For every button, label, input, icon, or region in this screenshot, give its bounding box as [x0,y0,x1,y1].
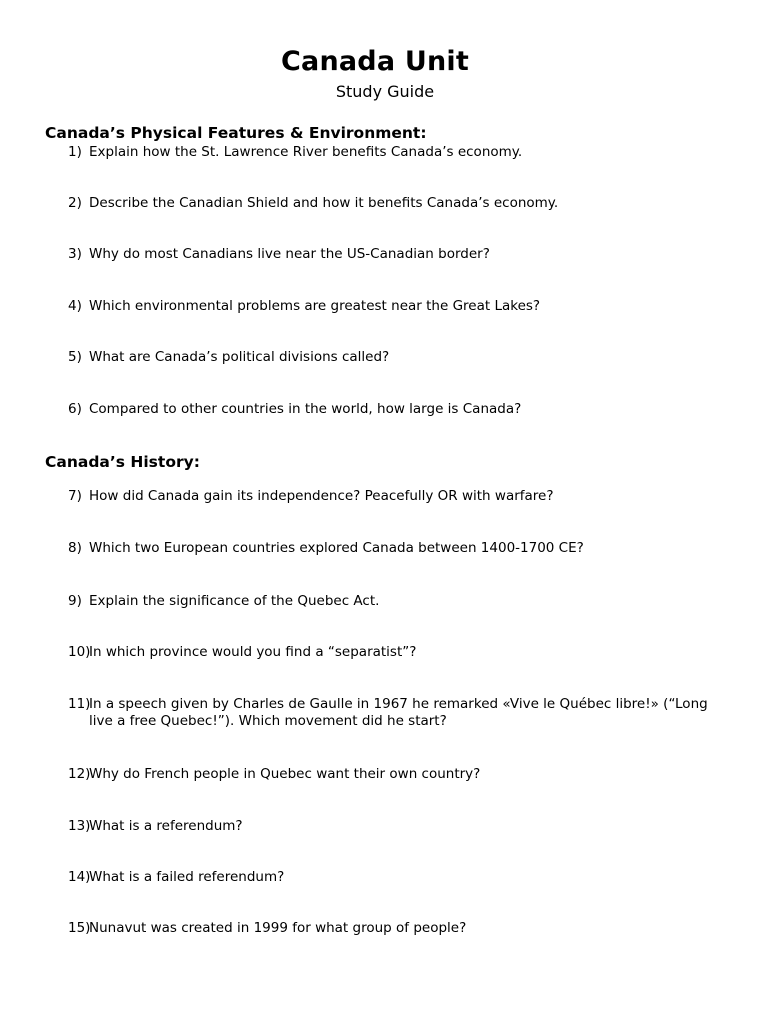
question-text: In a speech given by Charles de Gaulle in 1967 he remarked «Vive le Québec libre!» (“Long live a free Quebec!”). Which movement did he start? [89,696,708,729]
question-number: 13) [68,818,91,834]
question-number: 3) [68,246,82,262]
question-number: 15) [68,920,91,936]
question-item [68,540,728,557]
question-number: 1) [68,144,82,160]
question-item [68,696,728,730]
question-number: 4) [68,298,82,314]
section-heading-history: Canada’s History: [45,453,200,471]
question-number: 10) [68,644,91,660]
question-text: How did Canada gain its independence? Peacefully OR with warfare? [89,488,554,504]
page-subtitle: Study Guide [335,82,435,101]
question-text: Why do French people in Quebec want their own country? [89,766,481,782]
question-number: 12) [68,766,91,782]
question-text: Why do most Canadians live near the US-Canadian border? [89,246,490,262]
question-text: Compared to other countries in the world, how large is Canada? [89,401,522,417]
question-item [68,644,728,661]
question-number: 14) [68,869,91,885]
question-item [68,298,728,315]
question-text: In which province would you find a “separatist”? [89,644,417,660]
question-text: Which two European countries explored Canada between 1400-1700 CE? [89,540,584,556]
question-text: What is a referendum? [89,818,243,834]
question-item [68,488,728,505]
question-item [68,593,728,610]
question-number: 9) [68,593,82,609]
question-item [68,869,728,886]
question-item [68,818,728,835]
question-text: What is a failed referendum? [89,869,285,885]
section-heading-physical-features: Canada’s Physical Features & Environment: [45,124,427,142]
question-item [68,144,728,161]
question-item [68,920,728,937]
question-item [68,401,728,418]
question-item [68,195,728,212]
question-text: Explain the significance of the Quebec Act. [89,593,380,609]
question-item [68,766,728,783]
question-number: 11) [68,696,91,712]
question-text: Nunavut was created in 1999 for what group of people? [89,920,467,936]
question-number: 8) [68,540,82,556]
question-number: 7) [68,488,82,504]
question-number: 5) [68,349,82,365]
question-text: Describe the Canadian Shield and how it benefits Canada’s economy. [89,195,559,211]
question-number: 2) [68,195,82,211]
question-text: Explain how the St. Lawrence River benefits Canada’s economy. [89,144,523,160]
question-item [68,349,728,366]
question-text: What are Canada’s political divisions called? [89,349,390,365]
question-text: Which environmental problems are greatest near the Great Lakes? [89,298,541,314]
page-title: Canada Unit [281,46,469,77]
question-item [68,246,728,263]
question-number: 6) [68,401,82,417]
